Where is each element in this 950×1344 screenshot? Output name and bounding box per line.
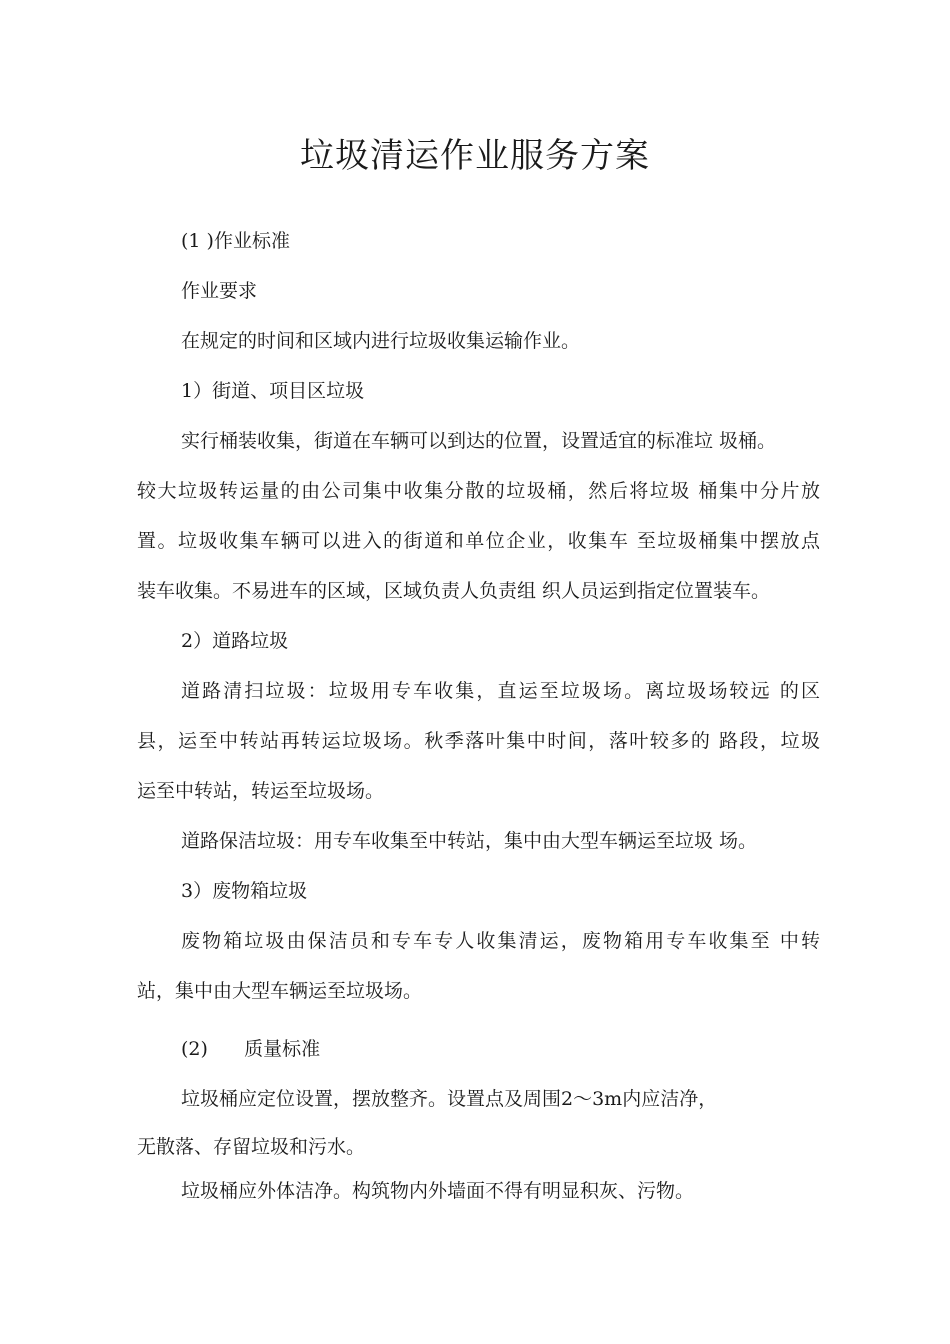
paragraph-line: 垃圾桶应外体洁净。构筑物内外墙面不得有明显积灰、污物。 xyxy=(181,1180,695,1202)
section-heading-quality-standard: (2) 质量标准 xyxy=(181,1038,321,1060)
paragraph-line: 较大垃圾转运量的由公司集中收集分散的垃圾桶，然后将垃圾 桶集中分片放 xyxy=(137,480,820,502)
paragraph-line: 运至中转站，转运至垃圾场。 xyxy=(137,780,385,802)
paragraph-line: 无散落、存留垃圾和污水。 xyxy=(137,1136,366,1158)
item-heading-waste-bin-garbage: 3）废物箱垃圾 xyxy=(181,880,308,902)
paragraph-line: 装车收集。不易进车的区域，区域负责人负责组 织人员运到指定位置装车。 xyxy=(137,580,771,602)
paragraph-line: 站，集中由大型车辆运至垃圾场。 xyxy=(137,980,423,1002)
paragraph-line: 置。垃圾收集车辆可以进入的街道和单位企业，收集车 至垃圾桶集中摆放点 xyxy=(137,530,820,552)
paragraph-line: 道路清扫垃圾：垃圾用专车收集，直运至垃圾场。离垃圾场较远 的区 xyxy=(181,680,820,702)
paragraph-line: 实行桶装收集，街道在车辆可以到达的位置，设置适宜的标准垃 圾桶。 xyxy=(181,430,777,452)
section-heading-work-standard: (1 )作业标准 xyxy=(181,230,290,252)
paragraph-line: 垃圾桶应定位设置，摆放整齐。设置点及周围2〜3m内应洁净， xyxy=(181,1088,718,1110)
item-heading-road-garbage: 2）道路垃圾 xyxy=(181,630,289,652)
document-title: 垃圾清运作业服务方案 xyxy=(300,136,650,176)
subheading-work-requirements: 作业要求 xyxy=(181,280,258,302)
item-heading-street-garbage: 1）街道、项目区垃圾 xyxy=(181,380,365,402)
paragraph-line: 县，运至中转站再转运垃圾场。秋季落叶集中时间，落叶较多的 路段，垃圾 xyxy=(137,730,820,752)
paragraph-line: 道路保洁垃圾：用专车收集至中转站，集中由大型车辆运至垃圾 场。 xyxy=(181,830,758,852)
paragraph-line: 在规定的时间和区域内进行垃圾收集运输作业。 xyxy=(181,330,581,352)
paragraph-line: 废物箱垃圾由保洁员和专车专人收集清运，废物箱用专车收集至 中转 xyxy=(181,930,820,952)
